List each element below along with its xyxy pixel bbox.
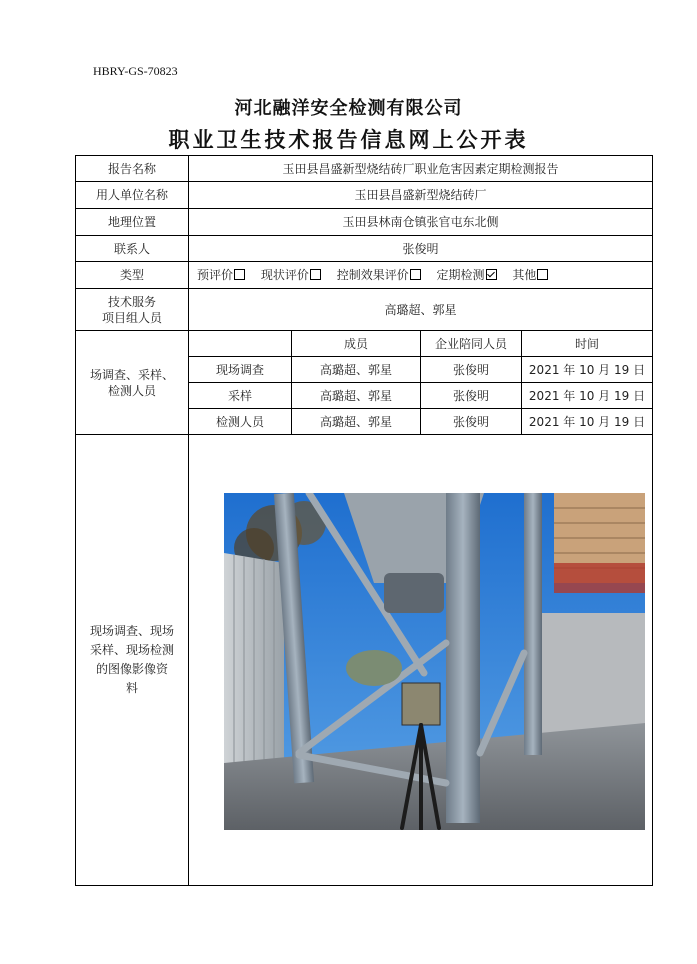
location-label: 地理位置 bbox=[76, 209, 189, 236]
row-report-name bbox=[76, 156, 653, 182]
personnel-header-escort: 企业陪同人员 bbox=[421, 331, 522, 357]
images-label-line: 的图像影像资 bbox=[95, 662, 168, 676]
type-label: 类型 bbox=[76, 262, 189, 289]
contact-label: 联系人 bbox=[76, 236, 189, 262]
personnel-date: 2021 年 10 月 19 日 bbox=[522, 383, 653, 409]
checkbox-status-eval[interactable] bbox=[310, 269, 321, 280]
back-wall bbox=[524, 613, 645, 743]
sampling-instrument bbox=[402, 683, 440, 725]
team-label bbox=[76, 289, 189, 331]
steel-pillar-center bbox=[446, 493, 480, 823]
checkbox-other[interactable] bbox=[537, 269, 548, 280]
type-option-label: 预评价 bbox=[197, 268, 234, 282]
personnel-header-blank bbox=[189, 331, 292, 357]
report-name-label: 报告名称 bbox=[76, 156, 189, 182]
report-name-value: 玉田县昌盛新型烧结砖厂职业危害因素定期检测报告 bbox=[189, 156, 653, 182]
team-label-line1: 技术服务 bbox=[107, 294, 156, 309]
personnel-header-date: 时间 bbox=[522, 331, 653, 357]
personnel-header-members: 成员 bbox=[292, 331, 421, 357]
personnel-label-line1: 场调查、采样、 bbox=[89, 367, 174, 382]
type-option bbox=[197, 268, 245, 282]
type-option bbox=[512, 268, 548, 282]
row-location bbox=[76, 209, 653, 236]
employer-label: 用人单位名称 bbox=[76, 182, 189, 209]
checkbox-control-eval[interactable] bbox=[410, 269, 421, 280]
personnel-members: 高璐超、郭星 bbox=[292, 383, 421, 409]
type-option bbox=[337, 268, 421, 282]
checkbox-preeval[interactable] bbox=[234, 269, 245, 280]
team-label-line2: 项目组人员 bbox=[101, 310, 162, 325]
document-code: HBRY-GS-70823 bbox=[93, 64, 178, 78]
personnel-activity: 现场调查 bbox=[189, 357, 292, 383]
page-title: 职业卫生技术报告信息网上公开表 bbox=[168, 127, 529, 152]
images-label-line: 现场调查、现场 bbox=[89, 624, 174, 638]
motor bbox=[346, 650, 402, 686]
personnel-members: 高璐超、郭星 bbox=[292, 357, 421, 383]
type-option-label: 控制效果评价 bbox=[336, 268, 409, 282]
images-label-line: 料 bbox=[125, 681, 138, 695]
contact-value: 张俊明 bbox=[189, 236, 653, 262]
type-option-label: 定期检测 bbox=[436, 268, 485, 282]
checkbox-periodic-test[interactable] bbox=[486, 269, 497, 280]
team-value: 高璐超、郭星 bbox=[189, 289, 653, 331]
personnel-label-line2: 检测人员 bbox=[107, 383, 156, 398]
images-label-line: 采样、现场检测 bbox=[89, 643, 174, 657]
location-value: 玉田县林南仓镇张官屯东北侧 bbox=[189, 209, 653, 236]
employer-value: 玉田县昌盛新型烧结砖厂 bbox=[189, 182, 653, 209]
row-employer bbox=[76, 182, 653, 209]
type-option bbox=[261, 268, 321, 282]
personnel-date: 2021 年 10 月 19 日 bbox=[522, 409, 653, 435]
personnel-label bbox=[76, 331, 189, 435]
images-label bbox=[76, 435, 189, 886]
company-name: 河北融洋安全检测有限公司 bbox=[234, 98, 463, 119]
personnel-escort: 张俊明 bbox=[421, 357, 522, 383]
personnel-activity: 采样 bbox=[189, 383, 292, 409]
type-option bbox=[437, 268, 497, 282]
row-contact bbox=[76, 236, 653, 262]
type-option-label: 其他 bbox=[512, 268, 537, 282]
personnel-date: 2021 年 10 月 19 日 bbox=[522, 357, 653, 383]
row-type bbox=[76, 262, 653, 289]
personnel-activity: 检测人员 bbox=[189, 409, 292, 435]
row-team bbox=[76, 289, 653, 331]
site-photo bbox=[224, 493, 645, 830]
steel-pillar-right bbox=[524, 493, 542, 755]
type-options bbox=[189, 262, 653, 289]
duct-junction bbox=[384, 573, 444, 613]
personnel-escort: 张俊明 bbox=[421, 383, 522, 409]
type-option-label: 现状评价 bbox=[260, 268, 309, 282]
red-roof bbox=[554, 563, 645, 593]
personnel-header-row bbox=[76, 331, 653, 357]
personnel-escort: 张俊明 bbox=[421, 409, 522, 435]
personnel-members: 高璐超、郭星 bbox=[292, 409, 421, 435]
